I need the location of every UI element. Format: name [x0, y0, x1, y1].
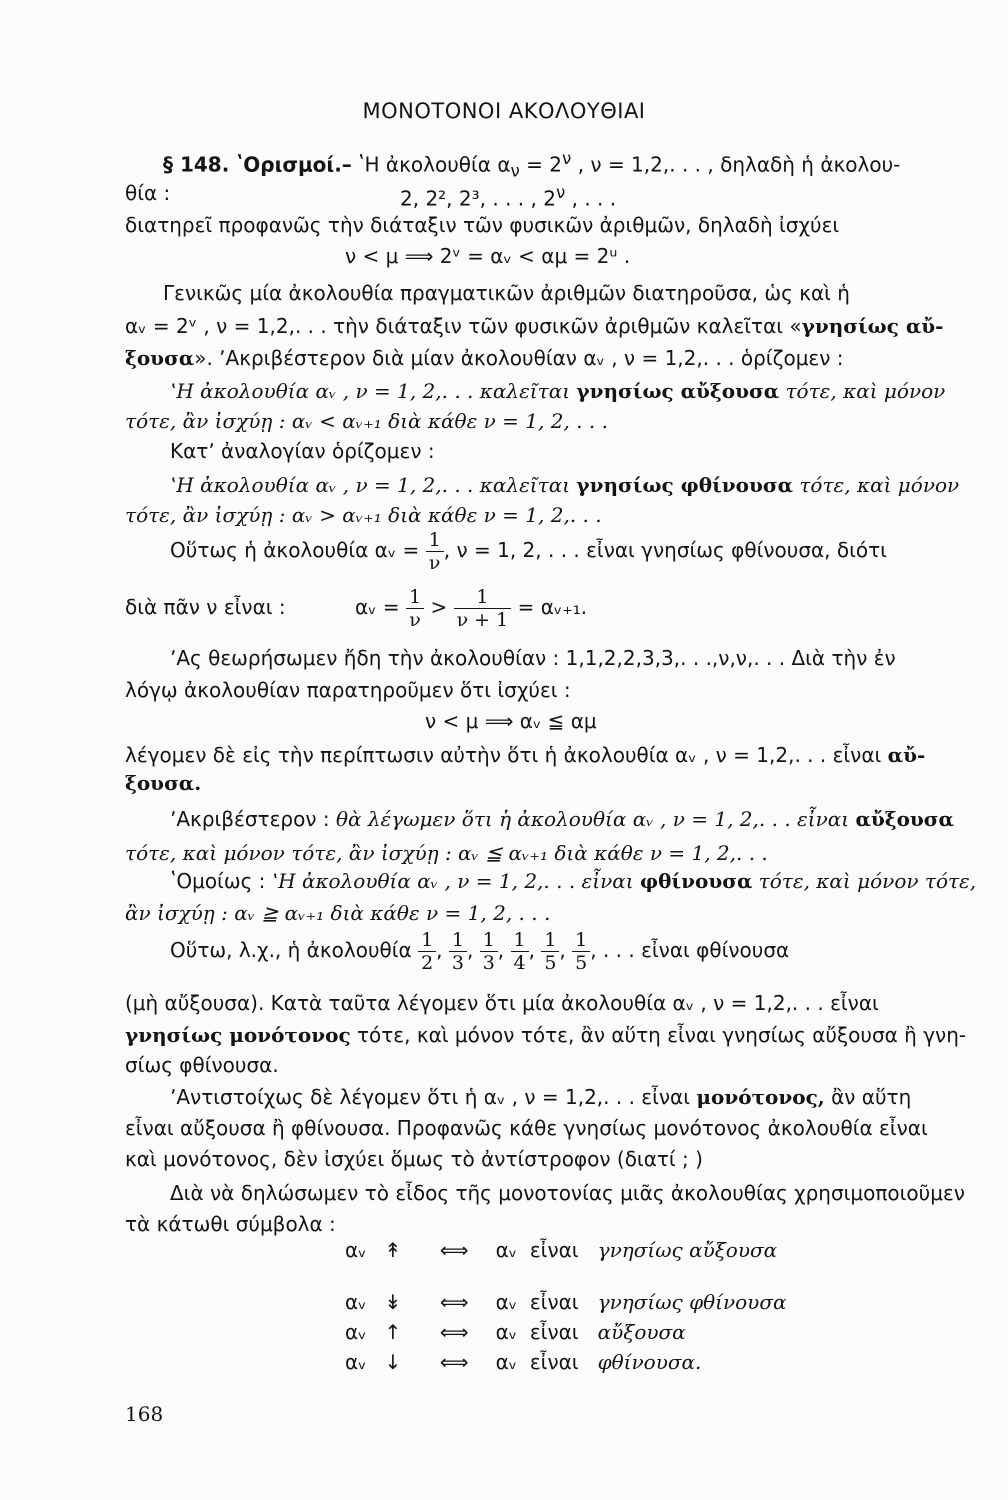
text-line: [125, 313, 1008, 339]
denominator: 5: [544, 952, 557, 974]
bold-term: μονότονος,: [696, 1085, 825, 1109]
text-line: τὰ κάτωθι σύμβολα :: [125, 1212, 336, 1236]
fraction: [426, 529, 444, 574]
fraction: [449, 929, 467, 974]
bold-term: γνησίως μονότονος: [125, 1023, 351, 1047]
text-line: [125, 1022, 1008, 1048]
text-line: σίως φθίνουσα.: [125, 1053, 279, 1077]
definition-line: [170, 378, 1008, 404]
text: αᵥ = 2ᵛ , ν = 1,2,. . . τὴν διάταξιν τῶν φυσικῶν ἀριθμῶν καλεῖται «: [125, 314, 802, 338]
text: αᵥ: [495, 1238, 518, 1262]
inequality: [355, 582, 587, 632]
symbol-row: [345, 1238, 777, 1262]
iff-icon: ⟺: [439, 1350, 469, 1374]
text: , . . .: [565, 186, 617, 211]
iff-icon: ⟺: [439, 1290, 469, 1314]
text-line: διατηρεῖ προφανῶς τὴν διάταξιν τῶν φυσικῶν ἀριθμῶν, δηλαδὴ ἰσχύει: [125, 213, 840, 237]
text: αᵥ: [345, 1320, 367, 1344]
text-line: εἶναι αὔξουσα ἢ φθίνουσα. Προφανῶς κάθε γνησίως μονότονος ἀκολουθία εἶναι: [125, 1116, 928, 1140]
text-line: [125, 345, 1008, 371]
bold-term: αὔ-: [887, 743, 926, 767]
page-number: 168: [125, 1402, 164, 1426]
fraction: [480, 929, 498, 974]
text: ʼΑντιστοίχως δὲ λέγομεν ὅτι ἡ αᵥ , ν = 1,2,. . . εἶναι: [170, 1085, 697, 1109]
text: εἶναι: [529, 1290, 579, 1314]
text: Οὕτω, λ.χ., ἡ ἀκολουθία: [170, 938, 412, 962]
denominator: ν: [409, 609, 421, 631]
fraction: [454, 586, 512, 631]
definition-line: ἂν ἰσχύῃ : αᵥ ≧ αᵥ₊₁ διὰ κάθε ν = 1, 2, . . .: [125, 901, 551, 925]
text: ἂν αὕτη: [824, 1085, 912, 1109]
text: αᵥ: [345, 1350, 367, 1374]
denominator: ν + 1: [456, 609, 509, 631]
text: τότε, καὶ μόνον τότε, ἂν αὕτη εἶναι γνησίως αὔξουσα ἢ γνη-: [350, 1023, 967, 1047]
bold-term: γνησίως: [576, 379, 674, 403]
text: αᵥ: [345, 1238, 367, 1262]
strict-decreasing-arrow-icon: ↡: [384, 1290, 402, 1314]
italic-text: ʽΗ ἀκολουθία αᵥ , ν = 1, 2,. . . εἶναι: [271, 869, 640, 893]
formula-line: [125, 582, 1008, 632]
symbol-description: αὔξουσα: [597, 1320, 686, 1344]
definition-line: [170, 472, 1008, 498]
text-line: ʼΑς θεωρήσωμεν ἤδη τὴν ἀκολουθίαν : 1,1,2,2,3,3,. . .,ν,ν,. . . Διὰ τὴν ἐν: [170, 646, 896, 670]
denominator: 3: [482, 952, 495, 974]
text: αᵥ: [495, 1290, 518, 1314]
superscript: ν: [562, 149, 572, 168]
text: ʽΗ ἀκολουθία αᵥ , ν = 1, 2,. . . καλεῖται: [170, 379, 577, 403]
definition-line: τότε, ἂν ἰσχύῃ : αᵥ < αᵥ₊₁ διὰ κάθε ν = 1, 2, . . .: [125, 409, 608, 433]
italic-text: θὰ λέγωμεν ὅτι ἡ ἀκολουθία αᵥ , ν = 1, 2,. . . εἶναι: [335, 807, 856, 831]
symbol-row: [345, 1350, 701, 1374]
denominator: 2: [421, 952, 434, 974]
text: = αᵥ₊₁.: [517, 595, 588, 619]
denominator: ν: [428, 552, 441, 574]
text: τότε, καὶ μόνον: [779, 379, 946, 403]
text-line: ξουσα.: [125, 771, 202, 795]
text-line: [170, 1084, 1008, 1110]
text: αᵥ: [495, 1320, 518, 1344]
fraction: [511, 929, 529, 974]
symbol-row: [345, 1320, 686, 1344]
numerator: 1: [406, 586, 424, 609]
text: , ν = 1,2,. . . , δηλαδὴ ἡ ἀκολου-: [571, 152, 901, 177]
text: = 2: [519, 152, 563, 177]
text-line: [170, 525, 1008, 575]
decreasing-arrow-icon: ↓: [384, 1350, 402, 1374]
fraction: [541, 929, 559, 974]
numerator: 1: [449, 929, 467, 952]
iff-icon: ⟺: [439, 1320, 469, 1344]
text-line: Οὕτω, λ.χ., ἡ ἀκολουθία $\frac{1}{2}$ , $\frac{1}{3}$ , $\frac{1}{3}$ , $\frac{1}{4}$ , $\frac{1}{5}$ , $\frac{1}{5}$ , . . . εἶναι φθίνουσα: [170, 929, 790, 974]
definition-line: [170, 868, 1008, 894]
formula-line: ν < μ ⟹ αᵥ ≦ αμ: [425, 709, 597, 733]
fraction: [406, 586, 424, 631]
text: διὰ πᾶν ν εἶναι :: [125, 595, 286, 619]
text-line: καὶ μονότονος, δὲν ἰσχύει ὅμως τὸ ἀντίστροφον (διατί ; ): [125, 1147, 703, 1171]
symbol-description: γνησίως αὔξουσα: [597, 1238, 778, 1262]
italic-text: τότε, καὶ μόνον τότε,: [752, 869, 977, 893]
strict-increasing-arrow-icon: ↟: [384, 1238, 402, 1262]
definition-line: [170, 806, 1008, 832]
text-line: Κατʼ ἀναλογίαν ὁρίζομεν :: [170, 439, 435, 463]
section-number: § 148.: [163, 152, 230, 177]
numerator: 1: [454, 586, 512, 609]
definition-line: τότε, ἂν ἰσχύῃ : αᵥ > αᵥ₊₁ διὰ κάθε ν = 1, 2,. . .: [125, 503, 602, 527]
bold-term: αὔξουσα: [673, 379, 780, 403]
text: αᵥ =: [355, 595, 400, 619]
text-line: λόγῳ ἀκολουθίαν παρατηροῦμεν ὅτι ἰσχύει :: [125, 678, 571, 702]
text: αᵥ: [345, 1290, 367, 1314]
bold-term: ξουσα: [125, 346, 195, 370]
text: λέγομεν δὲ εἰς τὴν περίπτωσιν αὐτὴν ὅτι ἡ ἀκολουθία αᵥ , ν = 1,2,. . . εἶναι: [125, 743, 888, 767]
symbol-row: [345, 1290, 787, 1314]
section-title: ʽΟρισμοί.–: [235, 152, 352, 177]
numerator: 1: [572, 929, 590, 952]
bold-term: αὔξουσα: [855, 807, 954, 831]
fraction: [572, 929, 590, 974]
denominator: 3: [451, 952, 464, 974]
text: εἶναι: [529, 1350, 579, 1374]
subscript: ν: [510, 161, 520, 181]
superscript: ν: [555, 183, 566, 202]
bold-term: γνησίως αὔ-: [801, 314, 944, 338]
numerator: 1: [541, 929, 559, 952]
denominator: 5: [575, 952, 588, 974]
text: εἶναι: [529, 1320, 579, 1344]
increasing-arrow-icon: ↑: [384, 1320, 402, 1344]
text: ʽΗ ἀκολουθία αᵥ , ν = 1, 2,. . . καλεῖται: [170, 473, 577, 497]
text: , . . . εἶναι φθίνουσα: [590, 938, 790, 962]
iff-icon: ⟺: [439, 1238, 469, 1262]
numerator: 1: [426, 529, 444, 552]
text: , ν = 1, 2, . . . εἶναι γνησίως φθίνουσα, διότι: [443, 538, 887, 562]
text: θία :: [125, 181, 171, 205]
denominator: 4: [513, 952, 526, 974]
text: τότε, καὶ μόνον: [792, 473, 960, 497]
text: αᵥ: [495, 1350, 518, 1374]
text-line: [125, 180, 1008, 211]
text: εἶναι: [529, 1238, 579, 1262]
text: ʽΗ ἀκολουθία α: [351, 152, 511, 177]
fraction: [418, 929, 436, 974]
symbol-description: φθίνουσα.: [597, 1350, 702, 1374]
formula-line: ν < μ ⟹ 2ᵛ = αᵥ < αμ = 2ᵘ .: [345, 244, 631, 268]
page-title: ΜΟΝΟΤΟΝΟΙ ΑΚΟΛΟΥΘΙΑΙ: [362, 99, 646, 123]
text: Οὕτως ἡ ἀκολουθία αᵥ =: [170, 538, 420, 562]
text-line: Διὰ νὰ δηλώσωμεν τὸ εἶδος τῆς μονοτονίας μιᾶς ἀκολουθίας χρησιμοποιοῦμεν: [170, 1181, 965, 1205]
text: ʼΑκριβέστερον :: [170, 807, 336, 831]
sequence: [400, 180, 616, 212]
text-line: (μὴ αὔξουσα). Κατὰ ταῦτα λέγομεν ὅτι μία ἀκολουθία αᵥ , ν = 1,2,. . . εἶναι: [125, 991, 879, 1015]
definition-line: τότε, καὶ μόνον τότε, ἂν ἰσχύῃ : αᵥ ≦ αᵥ₊₁ διὰ κάθε ν = 1, 2,. . .: [125, 841, 768, 865]
numerator: 1: [418, 929, 436, 952]
text: 2, 2², 2³, . . . , 2: [400, 186, 556, 211]
text-line: Γενικῶς μία ἀκολουθία πραγματικῶν ἀριθμῶν διατηροῦσα, ὡς καὶ ἡ: [163, 281, 850, 305]
bold-term: γνησίως φθίνουσα: [576, 473, 793, 497]
text: >: [430, 595, 448, 619]
bold-term: φθίνουσα: [639, 869, 753, 893]
section-heading-line: [163, 146, 1008, 185]
text-line: [125, 742, 1008, 768]
symbol-description: γνησίως φθίνουσα: [597, 1290, 787, 1314]
numerator: 1: [480, 929, 498, 952]
numerator: 1: [511, 929, 529, 952]
text: ». ʼΑκριβέστερον διὰ μίαν ἀκολουθίαν αᵥ , ν = 1,2,. . . ὁρίζομεν :: [194, 346, 844, 370]
text: ʽΟμοίως :: [170, 869, 272, 893]
